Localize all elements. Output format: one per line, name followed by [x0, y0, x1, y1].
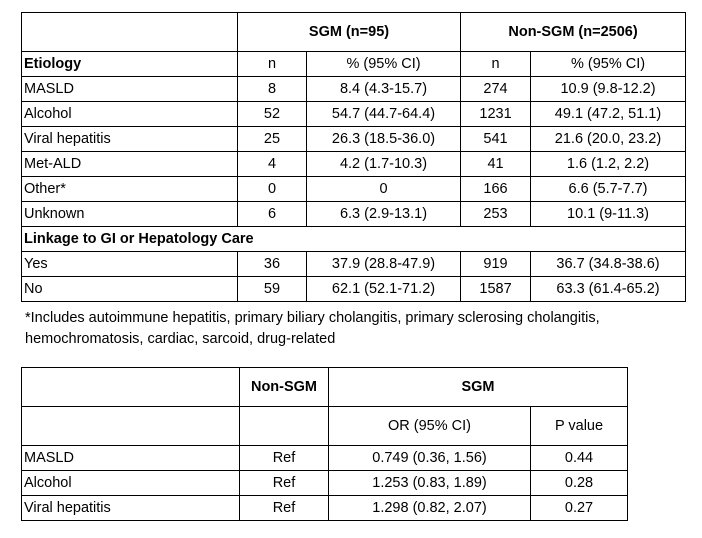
table-cell: Ref — [240, 446, 329, 471]
table-cell: 1587 — [461, 277, 531, 302]
table-cell: 26.3 (18.5-36.0) — [307, 127, 461, 152]
table-cell: 8.4 (4.3-15.7) — [307, 77, 461, 102]
non-sgm-group-header: Non-SGM (n=2506) — [461, 13, 686, 52]
table-cell: 63.3 (61.4-65.2) — [531, 277, 686, 302]
etiology-section-row — [22, 52, 686, 77]
table-row — [22, 77, 686, 102]
table-cell: 62.1 (52.1-71.2) — [307, 277, 461, 302]
subheader-pct: % (95% CI) — [531, 52, 686, 77]
table-cell: 52 — [238, 102, 307, 127]
table1-group-header-row — [22, 13, 686, 52]
table-row — [22, 177, 686, 202]
table2-subheader-row — [22, 407, 628, 446]
section-title-etiology: Etiology — [22, 52, 238, 77]
table-cell: 59 — [238, 277, 307, 302]
section-title-linkage: Linkage to GI or Hepatology Care — [22, 227, 686, 252]
table1-corner-cell — [22, 13, 238, 52]
sgm-header: SGM — [329, 368, 628, 407]
table-cell: 541 — [461, 127, 531, 152]
table-cell: 166 — [461, 177, 531, 202]
table-cell: 37.9 (28.8-47.9) — [307, 252, 461, 277]
table-row — [22, 127, 686, 152]
table-row — [22, 496, 628, 521]
linkage-section-row — [22, 227, 686, 252]
table-cell: 10.9 (9.8-12.2) — [531, 77, 686, 102]
table-cell: 0.749 (0.36, 1.56) — [329, 446, 531, 471]
row-label: Unknown — [22, 202, 238, 227]
subheader-n: n — [238, 52, 307, 77]
table-row — [22, 471, 628, 496]
table-cell: 10.1 (9-11.3) — [531, 202, 686, 227]
table-cell: 6.3 (2.9-13.1) — [307, 202, 461, 227]
table-cell: 41 — [461, 152, 531, 177]
table-cell: Ref — [240, 496, 329, 521]
etiology-table — [21, 12, 686, 302]
table-cell: Ref — [240, 471, 329, 496]
row-label: Met-ALD — [22, 152, 238, 177]
table-cell: 0 — [238, 177, 307, 202]
table-cell: 6.6 (5.7-7.7) — [531, 177, 686, 202]
table-cell: 0.28 — [531, 471, 628, 496]
subheader-n: n — [461, 52, 531, 77]
row-label: Yes — [22, 252, 238, 277]
row-label: MASLD — [22, 446, 240, 471]
table-row — [22, 102, 686, 127]
table-cell: 4 — [238, 152, 307, 177]
table2-corner-cell — [22, 368, 240, 407]
row-label: MASLD — [22, 77, 238, 102]
table-cell: 1231 — [461, 102, 531, 127]
row-label: Viral hepatitis — [22, 127, 238, 152]
table-cell: 21.6 (20.0, 23.2) — [531, 127, 686, 152]
subheader-p-value: P value — [531, 407, 628, 446]
table2-empty-cell — [22, 407, 240, 446]
table-cell: 8 — [238, 77, 307, 102]
table-cell: 0.27 — [531, 496, 628, 521]
table-row — [22, 446, 628, 471]
table-row — [22, 152, 686, 177]
table-cell: 0.44 — [531, 446, 628, 471]
table-cell: 6 — [238, 202, 307, 227]
table-cell: 919 — [461, 252, 531, 277]
table-row — [22, 277, 686, 302]
table-cell: 274 — [461, 77, 531, 102]
row-label: No — [22, 277, 238, 302]
table-row — [22, 252, 686, 277]
row-label: Alcohol — [22, 471, 240, 496]
footnote: *Includes autoimmune hepatitis, primary biliary cholangitis, primary sclerosing cholangitis, hemochromatosis, cardiac, sarcoid, drug-related — [25, 310, 600, 347]
subheader-or: OR (95% CI) — [329, 407, 531, 446]
table-row — [22, 202, 686, 227]
table-cell: 49.1 (47.2, 51.1) — [531, 102, 686, 127]
row-label: Viral hepatitis — [22, 496, 240, 521]
table-cell: 54.7 (44.7-64.4) — [307, 102, 461, 127]
non-sgm-header: Non-SGM — [240, 368, 329, 407]
table-cell: 0 — [307, 177, 461, 202]
table-cell: 253 — [461, 202, 531, 227]
table-cell: 1.253 (0.83, 1.89) — [329, 471, 531, 496]
table-cell: 36 — [238, 252, 307, 277]
sgm-group-header: SGM (n=95) — [238, 13, 461, 52]
table-cell: 1.298 (0.82, 2.07) — [329, 496, 531, 521]
table-cell: 25 — [238, 127, 307, 152]
subheader-pct: % (95% CI) — [307, 52, 461, 77]
row-label: Alcohol — [22, 102, 238, 127]
odds-ratio-table — [21, 367, 628, 521]
table-cell: 4.2 (1.7-10.3) — [307, 152, 461, 177]
table2-header-row — [22, 368, 628, 407]
table-cell: 36.7 (34.8-38.6) — [531, 252, 686, 277]
table2-empty-cell — [240, 407, 329, 446]
row-label: Other* — [22, 177, 238, 202]
table-cell: 1.6 (1.2, 2.2) — [531, 152, 686, 177]
